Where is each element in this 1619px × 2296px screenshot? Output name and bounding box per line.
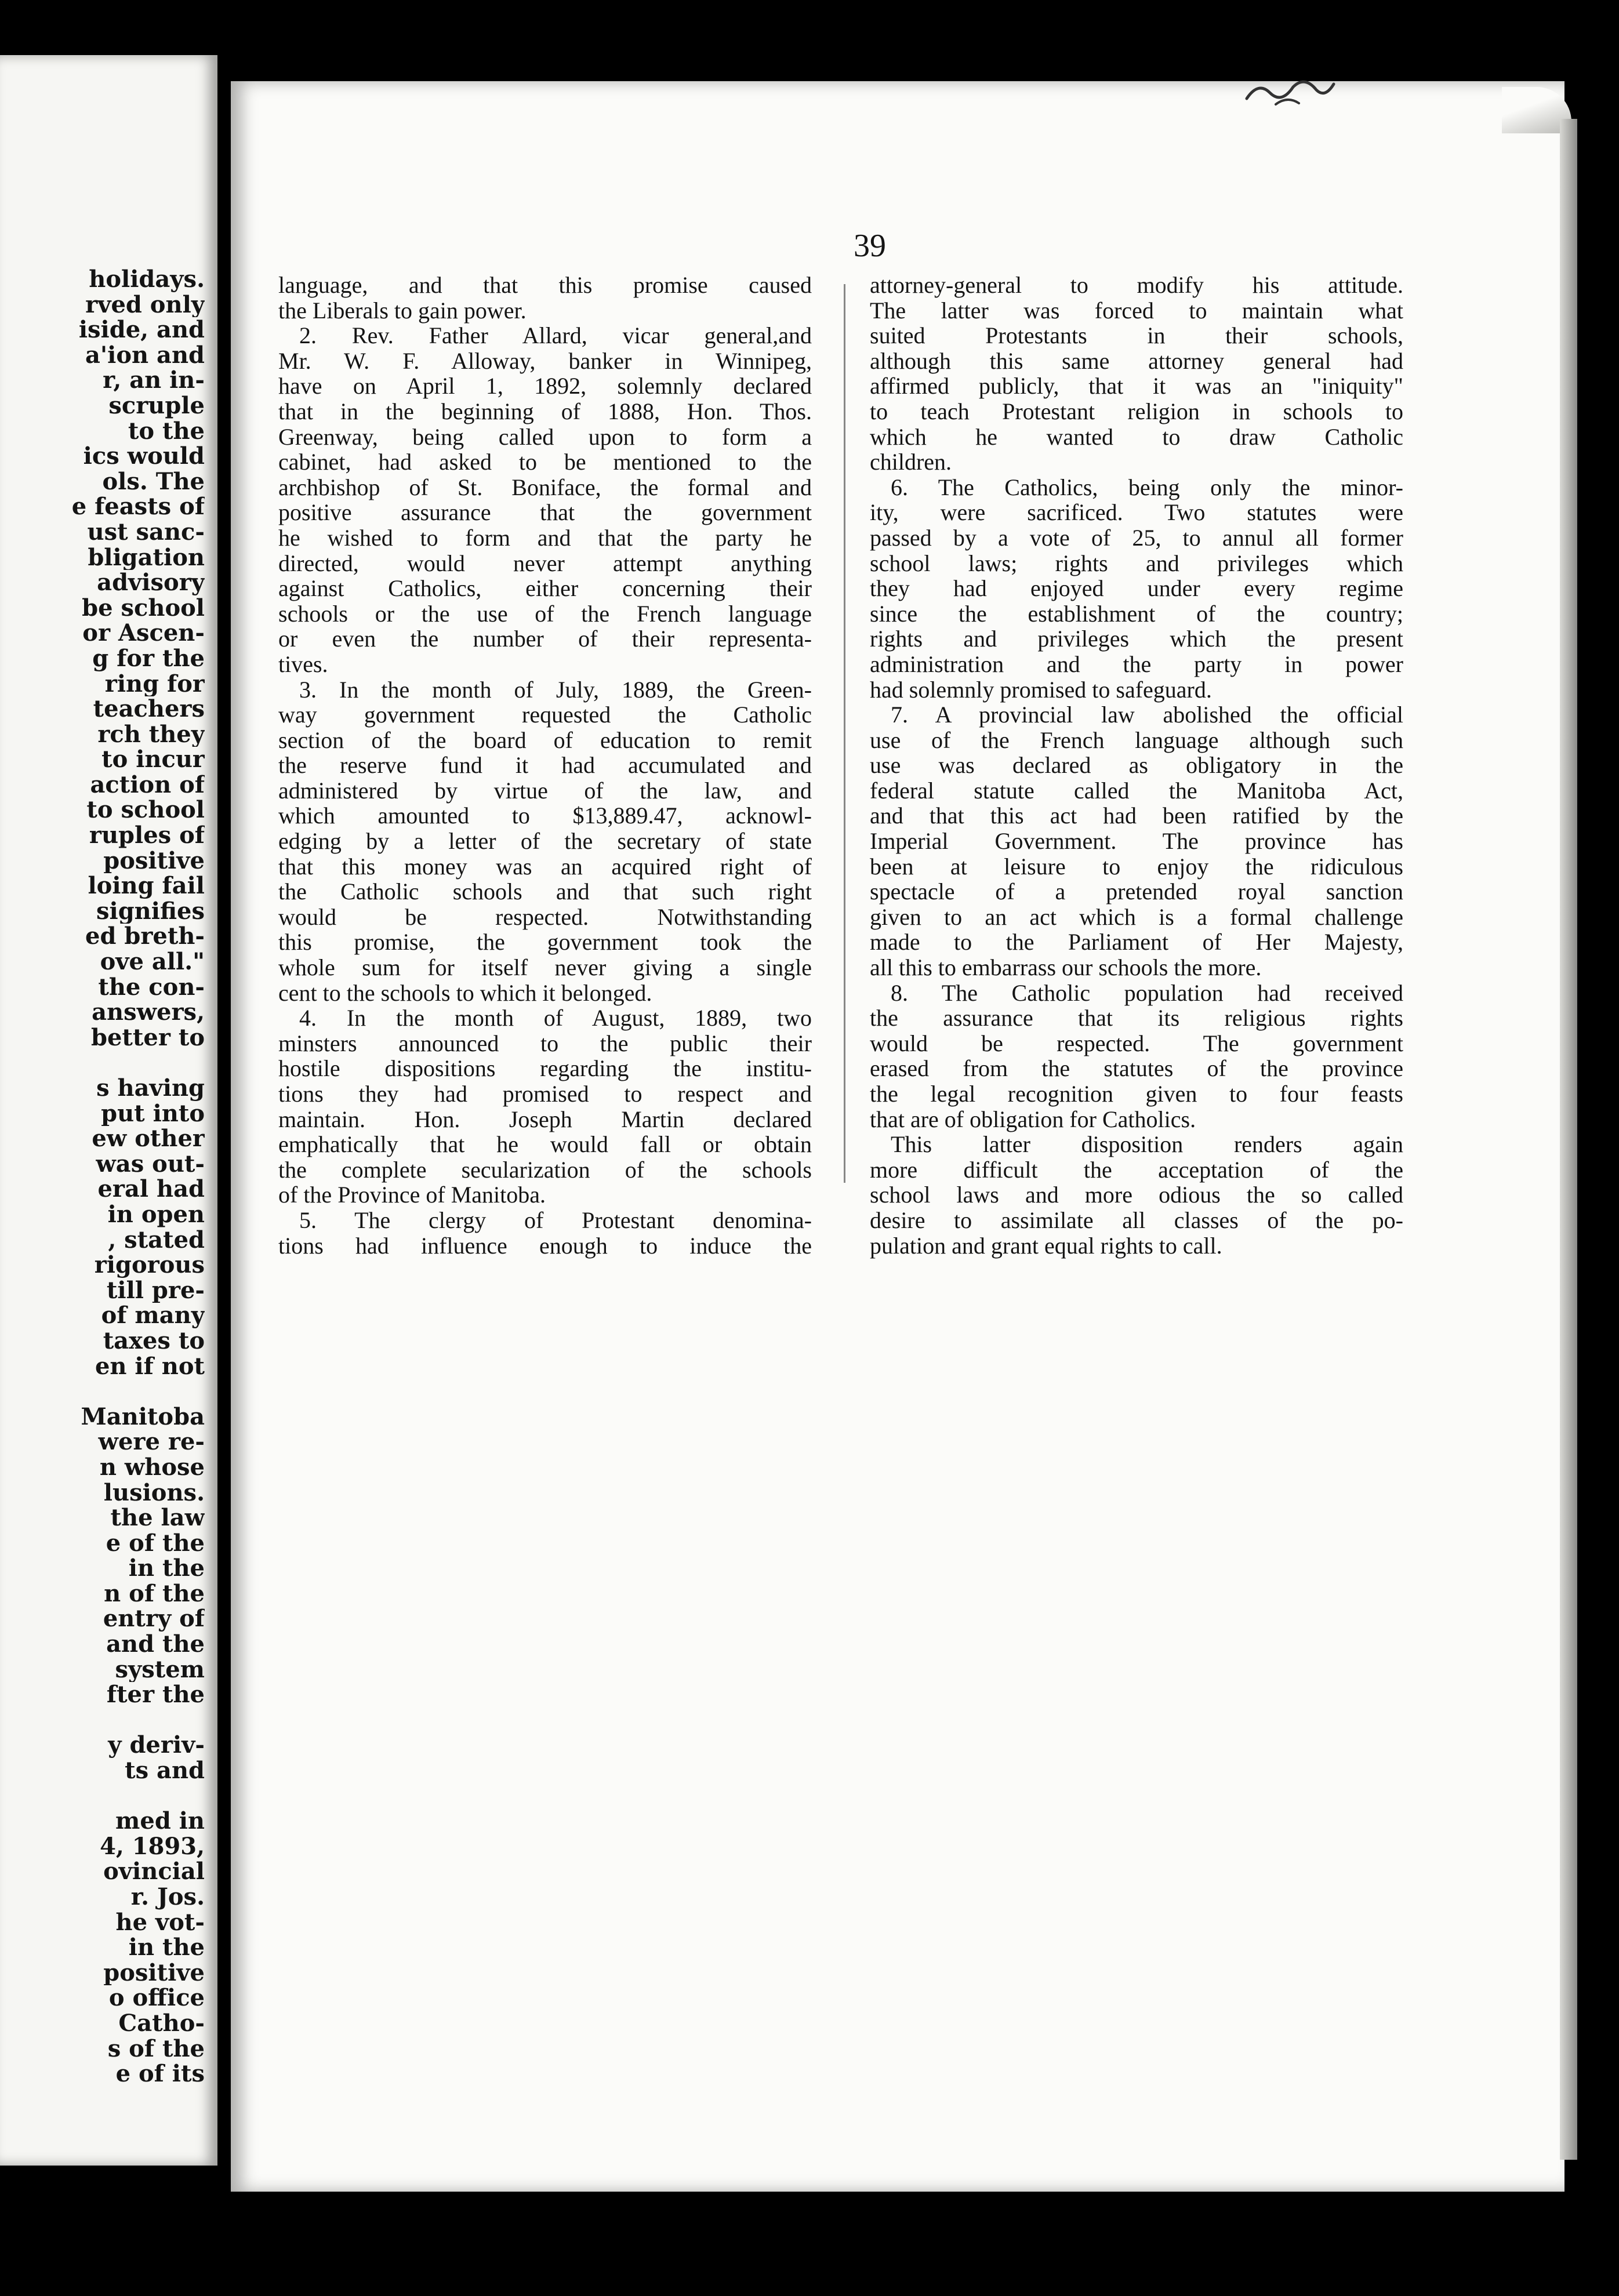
column-divider [844, 284, 845, 1183]
text-line: the complete secularization of the schools [278, 1156, 812, 1183]
text-line: e feasts of [71, 494, 205, 519]
text-line: schools or the use of the French language [278, 600, 812, 627]
text-line: to incur [101, 747, 205, 772]
text-line: desire to assimilate all classes of the po- [870, 1207, 1403, 1233]
text-line: Greenway, being called upon to form a [278, 423, 812, 450]
text-line: the Catholic schools and that such right [278, 878, 812, 905]
text-line: rch they [97, 721, 205, 747]
text-line: minsters announced to the public their [278, 1030, 812, 1056]
text-line: teachers [93, 696, 205, 722]
show-through-text [273, 1728, 1432, 1779]
left-page-text [0, 267, 205, 2087]
text-line: g for the [92, 645, 205, 671]
text-line: 8. The Catholic population had received [891, 979, 1403, 1006]
text-line: put into [101, 1100, 205, 1127]
text-line: tions had influence enough to induce the [278, 1232, 812, 1259]
text-line: emphatically that he would fall or obtain [278, 1131, 812, 1158]
text-line: the assurance that its religious rights [870, 1005, 1403, 1031]
text-line: have on April 1, 1892, solemnly declared [278, 373, 812, 399]
text-line: med in [115, 1808, 205, 1834]
text-line: ovincial [103, 1859, 205, 1884]
text-line: since the establishment of the country; [870, 600, 1403, 627]
text-line: scruple [108, 393, 205, 419]
text-line: all this to embarrass our schools the more. [870, 954, 1262, 981]
text-line: had solemnly promised to safeguard. [870, 676, 1212, 703]
text-line: spectacle of a pretended royal sanction [870, 878, 1403, 905]
text-line: language, and that this promise caused [278, 272, 812, 298]
text-line [0, 1708, 205, 1733]
text-line: the con- [98, 974, 205, 1000]
text-line: been at leisure to enjoy the ridiculous [870, 853, 1403, 880]
text-line: to teach Protestant religion in schools to [870, 398, 1403, 424]
text-line: s of the [107, 2036, 205, 2062]
text-line: to the [128, 418, 205, 444]
page-edge [1560, 119, 1577, 2160]
text-line: 3. In the month of July, 1889, the Green- [299, 676, 812, 703]
text-line: that in the beginning of 1888, Hon. Thos. [278, 398, 812, 424]
text-column-right [870, 273, 1403, 1258]
text-line: holidays. [89, 267, 205, 292]
text-line: school laws and more odious the so called [870, 1182, 1403, 1208]
text-line: Imperial Government. The province has [870, 828, 1403, 855]
text-line: given to an act which is a formal challenge [870, 903, 1403, 930]
text-line: or even the number of their representa- [278, 626, 812, 652]
text-line: which amounted to $13,889.47, acknowl- [278, 802, 812, 829]
text-line: positive [103, 1960, 205, 1986]
text-line: ruples of [89, 823, 205, 848]
text-line: o office [108, 1985, 205, 2011]
text-line: would be respected. Notwithstanding [278, 903, 812, 930]
text-line: e of its [115, 2061, 205, 2087]
text-line: way government requested the Catholic [278, 702, 812, 728]
text-line: Mr. W. F. Alloway, banker in Winnipeg, [278, 347, 812, 374]
text-line: rved only [85, 292, 205, 318]
text-line: of the Province of Manitoba. [278, 1182, 546, 1208]
book-gutter [217, 0, 230, 2296]
text-line: the law [110, 1505, 205, 1531]
text-line: fter the [106, 1682, 205, 1708]
text-line: Manitoba [81, 1404, 205, 1430]
text-line: administered by virtue of the law, and [278, 777, 812, 804]
text-line: they had enjoyed under every regime [870, 575, 1403, 602]
text-line: rights and privileges which the present [870, 626, 1403, 652]
text-line: r. Jos. [130, 1884, 205, 1910]
text-line: in the [128, 1556, 205, 1581]
text-line: ring for [104, 671, 205, 697]
text-line: entry of [103, 1606, 205, 1632]
text-line: lusions. [103, 1480, 205, 1506]
text-line: tions they had promised to respect and [278, 1081, 812, 1107]
text-line: use was declared as obligatory in the [870, 752, 1403, 779]
text-line: y deriv- [108, 1732, 205, 1759]
text-line: that this money was an acquired right of [278, 853, 812, 880]
text-line: iside, and [78, 317, 205, 343]
text-line: in the [128, 1935, 205, 1960]
text-line: this promise, the government took the [278, 929, 812, 956]
text-line: federal statute called the Manitoba Act, [870, 777, 1403, 804]
text-line: ove all." [100, 949, 205, 975]
text-line: ust sanc- [87, 519, 205, 545]
text-line: 2. Rev. Father Allard, vicar general,and [299, 322, 812, 349]
text-line: a'ion and [85, 342, 205, 368]
text-line: signifies [96, 898, 205, 924]
pencil-mark-icon [1241, 64, 1340, 116]
text-line: ics would [83, 444, 205, 469]
text-line: cabinet, had asked to be mentioned to the [278, 449, 812, 475]
text-line: till pre- [106, 1277, 205, 1303]
text-line: ols. The [102, 468, 205, 495]
text-line: 7. A provincial law abolished the official [891, 702, 1403, 728]
text-line: children. [870, 449, 952, 475]
text-line: passed by a vote of 25, to annul all former [870, 524, 1403, 551]
page-number: 39 [854, 228, 886, 264]
text-line: would be respected. The government [870, 1030, 1403, 1056]
text-line: archbishop of St. Boniface, the formal and [278, 474, 812, 500]
left-page-strip [0, 55, 217, 2166]
text-line: edging by a letter of the secretary of state [278, 828, 812, 855]
text-line: affirmed publicly, that it was an "iniquity" [870, 373, 1403, 399]
text-line: to school [86, 797, 205, 823]
text-column-left [278, 273, 812, 1258]
text-line: against Catholics, either concerning their [278, 575, 812, 602]
text-line: which he wanted to draw Catholic [870, 423, 1403, 450]
text-line: system [115, 1656, 205, 1683]
text-line: erased from the statutes of the province [870, 1055, 1403, 1082]
text-line: r, an in- [103, 368, 205, 393]
text-line: n of the [104, 1581, 205, 1607]
text-line: ts and [125, 1758, 205, 1783]
text-line: were re- [98, 1429, 205, 1455]
text-line: Catho- [118, 2010, 205, 2036]
text-line: 5. The clergy of Protestant denomina- [299, 1207, 812, 1233]
text-line: pulation and grant equal rights to call. [870, 1232, 1222, 1259]
text-line: hostile dispositions regarding the institu- [278, 1055, 812, 1082]
text-line: ew other [92, 1126, 205, 1151]
text-line: taxes to [103, 1328, 205, 1354]
text-line: positive [103, 848, 205, 874]
text-line: administration and the party in power [870, 651, 1403, 677]
text-line [0, 1379, 205, 1404]
text-line [0, 1050, 205, 1076]
text-line: he wished to form and that the party he [278, 524, 812, 551]
text-line: n whose [99, 1454, 205, 1480]
text-line: school laws; rights and privileges which [870, 550, 1403, 576]
text-line: the reserve fund it had accumulated and [278, 752, 812, 779]
text-line: ity, were sacrificed. Two statutes were [870, 499, 1403, 526]
text-line: more difficult the acceptation of the [870, 1156, 1403, 1183]
text-line: action of [90, 772, 205, 798]
text-line: suited Protestants in their schools, [870, 322, 1403, 349]
text-line: made to the Parliament of Her Majesty, [870, 929, 1403, 956]
text-line: tives. [278, 651, 328, 677]
text-line: 6. The Catholics, being only the minor- [891, 474, 1403, 500]
text-line: advisory [97, 570, 205, 595]
text-line: although this same attorney general had [870, 347, 1403, 374]
text-line: positive assurance that the government [278, 499, 812, 526]
text-line: answers, [92, 1000, 205, 1025]
text-line: was out- [96, 1151, 205, 1177]
text-line: better to [91, 1025, 205, 1051]
text-line: that are of obligation for Catholics. [870, 1106, 1196, 1132]
text-line: cent to the schools to which it belonged. [278, 979, 652, 1006]
text-line: rigorous [94, 1252, 205, 1278]
text-line: he vot- [115, 1909, 205, 1935]
text-line: en if not [95, 1353, 205, 1379]
text-line: This latter disposition renders again [891, 1131, 1403, 1158]
text-line [0, 1783, 205, 1809]
text-line: 4, 1893, [100, 1833, 205, 1859]
text-line: ed breth- [85, 924, 205, 950]
text-line: of many [101, 1303, 205, 1328]
text-line: The latter was forced to maintain what [870, 297, 1403, 324]
text-line: 4. In the month of August, 1889, two [299, 1005, 812, 1031]
text-line: bligation [88, 544, 205, 571]
text-line: the legal recognition given to four feasts [870, 1081, 1403, 1107]
text-line: section of the board of education to remit [278, 726, 812, 753]
text-line: be school [82, 595, 205, 621]
text-line: the Liberals to gain power. [278, 297, 527, 324]
text-line: , stated [108, 1227, 205, 1253]
text-line: whole sum for itself never giving a single [278, 954, 812, 981]
text-line: e of the [106, 1530, 205, 1556]
text-line: maintain. Hon. Joseph Martin declared [278, 1106, 812, 1132]
text-line: eral had [97, 1176, 205, 1202]
text-line: or Ascen- [82, 620, 205, 646]
text-line: directed, would never attempt anything [278, 550, 812, 576]
text-line: in open [107, 1201, 205, 1227]
text-line: s having [96, 1076, 205, 1101]
text-line: and the [106, 1632, 205, 1657]
text-line: and that this act had been ratified by the [870, 802, 1403, 829]
text-line: use of the French language although such [870, 726, 1403, 753]
text-line: loing fail [88, 873, 205, 899]
text-line: attorney-general to modify his attitude. [870, 272, 1403, 298]
